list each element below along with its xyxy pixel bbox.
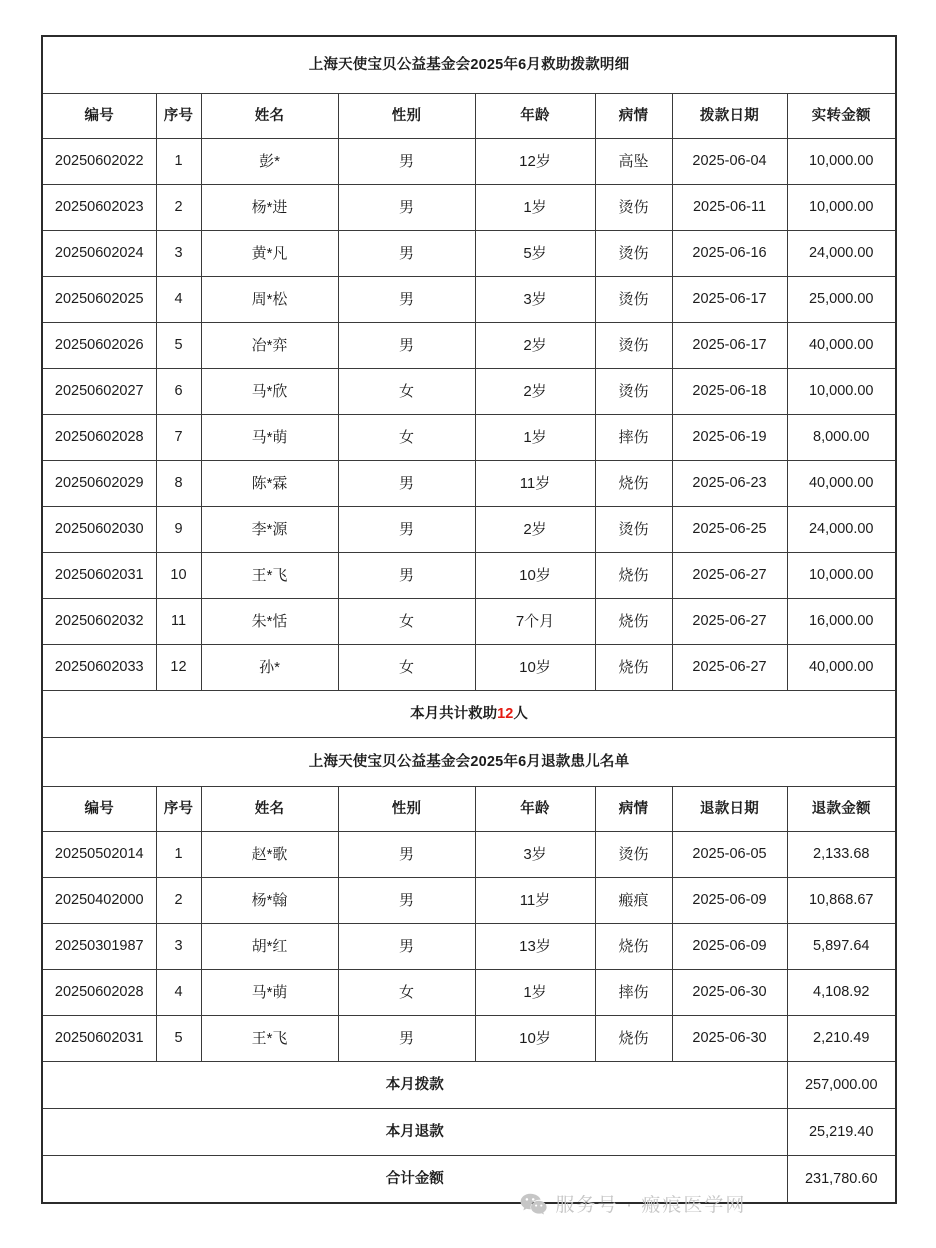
- table-row: [42, 369, 896, 415]
- cell-gender: 男: [338, 323, 475, 369]
- column-header: 性别: [338, 94, 475, 139]
- table-title-row: [42, 738, 896, 787]
- column-header: 姓名: [201, 94, 338, 139]
- cell-age: 11岁: [475, 878, 595, 924]
- cell-condition: 烫伤: [595, 507, 672, 553]
- cell-gender: 女: [338, 970, 475, 1016]
- column-header: 序号: [156, 787, 201, 832]
- cell-amount: 2,133.68: [787, 832, 896, 878]
- cell-name: 杨*进: [201, 185, 338, 231]
- cell-date: 2025-06-16: [672, 231, 787, 277]
- cell-age: 2岁: [475, 369, 595, 415]
- cell-age: 7个月: [475, 599, 595, 645]
- cell-age: 1岁: [475, 970, 595, 1016]
- column-header: 退款日期: [672, 787, 787, 832]
- table-row: [42, 553, 896, 599]
- table-row: [42, 645, 896, 691]
- cell-name: 李*源: [201, 507, 338, 553]
- total-amount: 231,780.60: [787, 1156, 896, 1204]
- cell-seq: 12: [156, 645, 201, 691]
- cell-name: 周*松: [201, 277, 338, 323]
- cell-seq: 4: [156, 970, 201, 1016]
- cell-name: 赵*歌: [201, 832, 338, 878]
- cell-age: 2岁: [475, 323, 595, 369]
- cell-age: 2岁: [475, 507, 595, 553]
- cell-condition: 烧伤: [595, 1016, 672, 1062]
- cell-id: 20250602026: [42, 323, 156, 369]
- table-title-row: [42, 36, 896, 94]
- cell-condition: 烧伤: [595, 645, 672, 691]
- cell-name: 冶*弈: [201, 323, 338, 369]
- cell-name: 黄*凡: [201, 231, 338, 277]
- cell-amount: 40,000.00: [787, 323, 896, 369]
- cell-condition: 烫伤: [595, 277, 672, 323]
- cell-name: 彭*: [201, 139, 338, 185]
- table-row: [42, 878, 896, 924]
- cell-amount: 10,000.00: [787, 139, 896, 185]
- column-header: 年龄: [475, 787, 595, 832]
- cell-id: 20250602028: [42, 970, 156, 1016]
- cell-seq: 6: [156, 369, 201, 415]
- cell-id: 20250602032: [42, 599, 156, 645]
- cell-age: 3岁: [475, 277, 595, 323]
- table-row: [42, 461, 896, 507]
- column-header: 病情: [595, 94, 672, 139]
- cell-gender: 男: [338, 231, 475, 277]
- cell-age: 5岁: [475, 231, 595, 277]
- cell-condition: 烧伤: [595, 553, 672, 599]
- table-title: 上海天使宝贝公益基金会2025年6月退款患儿名单: [42, 738, 896, 787]
- cell-gender: 男: [338, 1016, 475, 1062]
- cell-condition: 烫伤: [595, 185, 672, 231]
- cell-amount: 4,108.92: [787, 970, 896, 1016]
- cell-gender: 女: [338, 415, 475, 461]
- monthly-summary: [42, 691, 896, 738]
- table-row: [42, 507, 896, 553]
- cell-seq: 1: [156, 832, 201, 878]
- cell-condition: 摔伤: [595, 970, 672, 1016]
- cell-age: 11岁: [475, 461, 595, 507]
- cell-gender: 女: [338, 369, 475, 415]
- cell-condition: 高坠: [595, 139, 672, 185]
- cell-amount: 8,000.00: [787, 415, 896, 461]
- column-header: 编号: [42, 94, 156, 139]
- cell-condition: 烫伤: [595, 323, 672, 369]
- cell-seq: 9: [156, 507, 201, 553]
- table-header-row: [42, 787, 896, 832]
- cell-seq: 10: [156, 553, 201, 599]
- cell-id: 20250602027: [42, 369, 156, 415]
- cell-date: 2025-06-27: [672, 553, 787, 599]
- cell-seq: 11: [156, 599, 201, 645]
- cell-name: 王*飞: [201, 1016, 338, 1062]
- cell-amount: 25,000.00: [787, 277, 896, 323]
- cell-amount: 40,000.00: [787, 645, 896, 691]
- cell-name: 胡*红: [201, 924, 338, 970]
- cell-seq: 2: [156, 878, 201, 924]
- cell-date: 2025-06-30: [672, 1016, 787, 1062]
- column-header: 拨款日期: [672, 94, 787, 139]
- cell-seq: 4: [156, 277, 201, 323]
- cell-id: 20250402000: [42, 878, 156, 924]
- total-label: 本月退款: [42, 1109, 787, 1156]
- cell-age: 13岁: [475, 924, 595, 970]
- column-header: 性别: [338, 787, 475, 832]
- table-title: 上海天使宝贝公益基金会2025年6月救助拨款明细: [42, 36, 896, 94]
- table-row: [42, 415, 896, 461]
- column-header: 姓名: [201, 787, 338, 832]
- table-row: [42, 924, 896, 970]
- cell-condition: 摔伤: [595, 415, 672, 461]
- column-header: 编号: [42, 787, 156, 832]
- cell-amount: 10,000.00: [787, 185, 896, 231]
- cell-date: 2025-06-05: [672, 832, 787, 878]
- cell-gender: 男: [338, 139, 475, 185]
- cell-gender: 男: [338, 553, 475, 599]
- cell-seq: 5: [156, 323, 201, 369]
- column-header: 实转金额: [787, 94, 896, 139]
- cell-id: 20250602029: [42, 461, 156, 507]
- cell-seq: 3: [156, 924, 201, 970]
- table-row: [42, 970, 896, 1016]
- cell-id: 20250602023: [42, 185, 156, 231]
- cell-name: 朱*恬: [201, 599, 338, 645]
- cell-condition: 烧伤: [595, 924, 672, 970]
- table-row: [42, 139, 896, 185]
- cell-amount: 16,000.00: [787, 599, 896, 645]
- cell-age: 10岁: [475, 553, 595, 599]
- cell-condition: 瘢痕: [595, 878, 672, 924]
- cell-seq: 5: [156, 1016, 201, 1062]
- cell-condition: 烧伤: [595, 461, 672, 507]
- summary-prefix: 本月共计救助: [410, 705, 498, 722]
- totals-row: [42, 1109, 896, 1156]
- cell-gender: 女: [338, 645, 475, 691]
- column-header: 退款金额: [787, 787, 896, 832]
- cell-id: 20250602031: [42, 553, 156, 599]
- cell-date: 2025-06-17: [672, 277, 787, 323]
- cell-name: 陈*霖: [201, 461, 338, 507]
- cell-amount: 24,000.00: [787, 507, 896, 553]
- cell-date: 2025-06-18: [672, 369, 787, 415]
- cell-id: 20250602024: [42, 231, 156, 277]
- cell-date: 2025-06-09: [672, 878, 787, 924]
- total-label: 本月拨款: [42, 1062, 787, 1109]
- cell-gender: 男: [338, 461, 475, 507]
- cell-seq: 3: [156, 231, 201, 277]
- column-header: 序号: [156, 94, 201, 139]
- wechat-icon: [520, 1193, 547, 1215]
- cell-age: 1岁: [475, 185, 595, 231]
- totals-row: [42, 1062, 896, 1109]
- table-row: [42, 185, 896, 231]
- cell-seq: 8: [156, 461, 201, 507]
- cell-name: 孙*: [201, 645, 338, 691]
- cell-amount: 40,000.00: [787, 461, 896, 507]
- cell-date: 2025-06-30: [672, 970, 787, 1016]
- table-row: [42, 231, 896, 277]
- disbursement-and-refund-table: [41, 35, 897, 1204]
- summary-suffix: 人: [513, 705, 528, 722]
- cell-name: 马*萌: [201, 970, 338, 1016]
- cell-date: 2025-06-25: [672, 507, 787, 553]
- cell-age: 10岁: [475, 1016, 595, 1062]
- cell-name: 杨*翰: [201, 878, 338, 924]
- monthly-summary-row: [42, 691, 896, 738]
- table-row: [42, 1016, 896, 1062]
- cell-gender: 男: [338, 185, 475, 231]
- cell-condition: 烫伤: [595, 832, 672, 878]
- cell-id: 20250301987: [42, 924, 156, 970]
- footer-branding: [0, 1190, 936, 1217]
- cell-date: 2025-06-19: [672, 415, 787, 461]
- cell-condition: 烫伤: [595, 231, 672, 277]
- footer-brand-text: 服务号 · 瘢痕医学网: [555, 1195, 747, 1216]
- cell-amount: 10,000.00: [787, 369, 896, 415]
- cell-amount: 24,000.00: [787, 231, 896, 277]
- cell-date: 2025-06-27: [672, 645, 787, 691]
- cell-id: 20250602030: [42, 507, 156, 553]
- table-row: [42, 277, 896, 323]
- cell-id: 20250502014: [42, 832, 156, 878]
- total-amount: 257,000.00: [787, 1062, 896, 1109]
- cell-date: 2025-06-04: [672, 139, 787, 185]
- summary-count: 12: [497, 705, 514, 722]
- cell-gender: 男: [338, 878, 475, 924]
- cell-gender: 男: [338, 507, 475, 553]
- cell-age: 12岁: [475, 139, 595, 185]
- cell-date: 2025-06-17: [672, 323, 787, 369]
- cell-age: 3岁: [475, 832, 595, 878]
- cell-id: 20250602033: [42, 645, 156, 691]
- cell-name: 马*欣: [201, 369, 338, 415]
- cell-id: 20250602022: [42, 139, 156, 185]
- cell-condition: 烧伤: [595, 599, 672, 645]
- cell-amount: 5,897.64: [787, 924, 896, 970]
- table-row: [42, 832, 896, 878]
- cell-amount: 10,868.67: [787, 878, 896, 924]
- total-amount: 25,219.40: [787, 1109, 896, 1156]
- cell-seq: 2: [156, 185, 201, 231]
- cell-date: 2025-06-11: [672, 185, 787, 231]
- cell-id: 20250602025: [42, 277, 156, 323]
- accounting-sheet: [41, 35, 895, 1204]
- cell-amount: 2,210.49: [787, 1016, 896, 1062]
- table-row: [42, 323, 896, 369]
- table-row: [42, 599, 896, 645]
- cell-gender: 男: [338, 924, 475, 970]
- cell-age: 1岁: [475, 415, 595, 461]
- column-header: 年龄: [475, 94, 595, 139]
- cell-name: 马*萌: [201, 415, 338, 461]
- cell-date: 2025-06-27: [672, 599, 787, 645]
- cell-condition: 烫伤: [595, 369, 672, 415]
- cell-age: 10岁: [475, 645, 595, 691]
- column-header: 病情: [595, 787, 672, 832]
- cell-id: 20250602031: [42, 1016, 156, 1062]
- cell-seq: 7: [156, 415, 201, 461]
- cell-amount: 10,000.00: [787, 553, 896, 599]
- cell-gender: 男: [338, 277, 475, 323]
- cell-id: 20250602028: [42, 415, 156, 461]
- cell-date: 2025-06-09: [672, 924, 787, 970]
- cell-date: 2025-06-23: [672, 461, 787, 507]
- total-label: 合计金额: [42, 1156, 787, 1204]
- cell-gender: 女: [338, 599, 475, 645]
- cell-gender: 男: [338, 832, 475, 878]
- cell-seq: 1: [156, 139, 201, 185]
- cell-name: 王*飞: [201, 553, 338, 599]
- table-header-row: [42, 94, 896, 139]
